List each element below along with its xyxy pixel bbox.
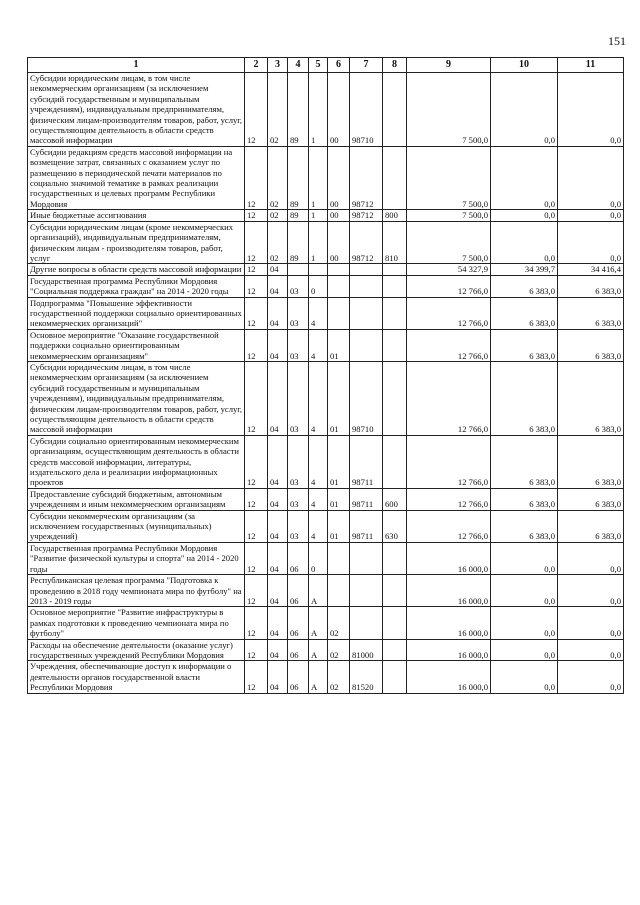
event-code: 02	[328, 639, 350, 661]
subprogram-code: 0	[309, 542, 328, 574]
section-code: 12	[245, 297, 268, 329]
subprogram-code: А	[309, 639, 328, 661]
expense-type-code	[383, 542, 407, 574]
program-code: 06	[288, 607, 309, 639]
expense-type-code	[383, 639, 407, 661]
program-code: 03	[288, 488, 309, 510]
expense-type-code	[383, 435, 407, 488]
table-row	[28, 73, 624, 147]
amount-2018: 16 000,0	[407, 575, 491, 607]
subsection-code: 04	[268, 435, 288, 488]
section-code: 12	[245, 510, 268, 542]
amount-2019: 6 383,0	[491, 510, 558, 542]
expense-type-code: 600	[383, 488, 407, 510]
direction-code	[350, 329, 383, 361]
column-header: 2	[245, 58, 268, 73]
expense-type-code: 810	[383, 221, 407, 264]
amount-2020: 6 383,0	[558, 329, 624, 361]
section-code: 12	[245, 73, 268, 147]
direction-code: 98712	[350, 221, 383, 264]
section-code: 12	[245, 488, 268, 510]
program-code: 89	[288, 210, 309, 221]
direction-code	[350, 575, 383, 607]
section-code: 12	[245, 542, 268, 574]
expense-type-code	[383, 264, 407, 275]
amount-2019: 0,0	[491, 542, 558, 574]
amount-2018: 7 500,0	[407, 73, 491, 147]
event-code	[328, 297, 350, 329]
expense-type-code	[383, 607, 407, 639]
section-code: 12	[245, 607, 268, 639]
section-code: 12	[245, 221, 268, 264]
subsection-code: 04	[268, 575, 288, 607]
direction-code	[350, 542, 383, 574]
event-code: 01	[328, 510, 350, 542]
event-code: 00	[328, 221, 350, 264]
program-code: 03	[288, 510, 309, 542]
subprogram-code: 1	[309, 221, 328, 264]
amount-2018: 12 766,0	[407, 297, 491, 329]
amount-2019: 0,0	[491, 607, 558, 639]
amount-2019: 6 383,0	[491, 275, 558, 297]
expense-type-code	[383, 329, 407, 361]
amount-2020: 0,0	[558, 146, 624, 209]
table-row	[28, 297, 624, 329]
subprogram-code: А	[309, 575, 328, 607]
amount-2018: 7 500,0	[407, 210, 491, 221]
event-code	[328, 542, 350, 574]
event-code	[328, 575, 350, 607]
amount-2020: 0,0	[558, 210, 624, 221]
amount-2020: 34 416,4	[558, 264, 624, 275]
table-row	[28, 361, 624, 435]
program-code	[288, 264, 309, 275]
section-code: 12	[245, 210, 268, 221]
subsection-code: 04	[268, 361, 288, 435]
amount-2020: 0,0	[558, 575, 624, 607]
subprogram-code: 4	[309, 435, 328, 488]
direction-code: 81000	[350, 639, 383, 661]
direction-code	[350, 607, 383, 639]
amount-2020: 6 383,0	[558, 488, 624, 510]
event-code: 02	[328, 661, 350, 693]
amount-2019: 6 383,0	[491, 435, 558, 488]
section-code: 12	[245, 575, 268, 607]
row-name: Предоставление субсидий бюджетным, автономным учреждениям и иным некоммерческим организациям	[28, 488, 245, 510]
amount-2018: 12 766,0	[407, 435, 491, 488]
direction-code	[350, 297, 383, 329]
expense-type-code	[383, 146, 407, 209]
column-header: 7	[350, 58, 383, 73]
program-code: 03	[288, 435, 309, 488]
subsection-code: 02	[268, 221, 288, 264]
subsection-code: 02	[268, 210, 288, 221]
amount-2020: 0,0	[558, 73, 624, 147]
program-code: 06	[288, 575, 309, 607]
row-name: Государственная программа Республики Мордовия "Развитие физической культуры и спорта" на 2014 - 2020 годы	[28, 542, 245, 574]
row-name: Учреждения, обеспечивающие доступ к информации о деятельности органов государственной власти Республики Мордовия	[28, 661, 245, 693]
program-code: 06	[288, 661, 309, 693]
subsection-code: 04	[268, 488, 288, 510]
amount-2020: 0,0	[558, 639, 624, 661]
subprogram-code: 1	[309, 73, 328, 147]
amount-2019: 34 399,7	[491, 264, 558, 275]
section-code: 12	[245, 146, 268, 209]
table-row	[28, 275, 624, 297]
amount-2018: 12 766,0	[407, 510, 491, 542]
budget-table	[27, 57, 624, 694]
column-header: 4	[288, 58, 309, 73]
amount-2019: 0,0	[491, 221, 558, 264]
amount-2018: 16 000,0	[407, 661, 491, 693]
amount-2020: 0,0	[558, 221, 624, 264]
event-code: 00	[328, 73, 350, 147]
table-row	[28, 329, 624, 361]
program-code: 03	[288, 275, 309, 297]
amount-2019: 6 383,0	[491, 329, 558, 361]
table-row	[28, 210, 624, 221]
event-code: 01	[328, 488, 350, 510]
column-header: 11	[558, 58, 624, 73]
amount-2019: 0,0	[491, 73, 558, 147]
subsection-code: 04	[268, 639, 288, 661]
amount-2019: 0,0	[491, 661, 558, 693]
expense-type-code	[383, 661, 407, 693]
event-code: 01	[328, 329, 350, 361]
subsection-code: 04	[268, 542, 288, 574]
amount-2019: 6 383,0	[491, 488, 558, 510]
event-code	[328, 264, 350, 275]
table-row	[28, 435, 624, 488]
program-code: 89	[288, 146, 309, 209]
section-code: 12	[245, 639, 268, 661]
section-code: 12	[245, 361, 268, 435]
amount-2019: 0,0	[491, 146, 558, 209]
subsection-code: 02	[268, 73, 288, 147]
direction-code: 98711	[350, 510, 383, 542]
table-row	[28, 661, 624, 693]
expense-type-code	[383, 361, 407, 435]
table-row	[28, 264, 624, 275]
row-name: Субсидии юридическим лицам, в том числе некоммерческим организациям (за исключением субсидий государственным и муниципальным учреждениям), индивидуальным предпринимателям, физическим лицам-производителям товаров, работ, услуг, осуществляющим деятельность в области средств массовой информации	[28, 73, 245, 147]
subprogram-code: А	[309, 661, 328, 693]
amount-2020: 0,0	[558, 607, 624, 639]
expense-type-code: 630	[383, 510, 407, 542]
table-row	[28, 575, 624, 607]
amount-2020: 6 383,0	[558, 510, 624, 542]
row-name: Республиканская целевая программа "Подготовка к проведению в 2018 году чемпионата мира по футболу" на 2013 - 2019 годы	[28, 575, 245, 607]
column-header: 1	[28, 58, 245, 73]
column-header: 10	[491, 58, 558, 73]
direction-code: 98710	[350, 73, 383, 147]
column-header: 9	[407, 58, 491, 73]
column-header: 6	[328, 58, 350, 73]
event-code: 01	[328, 435, 350, 488]
program-code: 06	[288, 542, 309, 574]
table-row	[28, 488, 624, 510]
event-code: 00	[328, 146, 350, 209]
page-number: 151	[608, 34, 626, 48]
direction-code: 98712	[350, 210, 383, 221]
table-row	[28, 146, 624, 209]
direction-code: 81520	[350, 661, 383, 693]
expense-type-code	[383, 575, 407, 607]
expense-type-code	[383, 275, 407, 297]
subprogram-code: 4	[309, 329, 328, 361]
subsection-code: 04	[268, 607, 288, 639]
table-row	[28, 542, 624, 574]
subprogram-code: А	[309, 607, 328, 639]
column-header: 3	[268, 58, 288, 73]
direction-code	[350, 264, 383, 275]
table-row	[28, 639, 624, 661]
event-code: 02	[328, 607, 350, 639]
table-row	[28, 607, 624, 639]
amount-2019: 0,0	[491, 639, 558, 661]
amount-2019: 6 383,0	[491, 361, 558, 435]
event-code: 01	[328, 361, 350, 435]
row-name: Основное мероприятие "Оказание государственной поддержки социально ориентированным некоммерческим организациям"	[28, 329, 245, 361]
subsection-code: 04	[268, 264, 288, 275]
subsection-code: 02	[268, 146, 288, 209]
expense-type-code: 800	[383, 210, 407, 221]
row-name: Субсидии юридическим лицам, в том числе некоммерческим организациям (за исключением субсидий государственным и муниципальным учреждениям), индивидуальным предпринимателям, физическим лицам-производителям товаров, работ, услуг, осуществляющим деятельность в области средств массовой информации	[28, 361, 245, 435]
amount-2020: 6 383,0	[558, 297, 624, 329]
column-header: 5	[309, 58, 328, 73]
subsection-code: 04	[268, 510, 288, 542]
event-code: 00	[328, 210, 350, 221]
program-code: 03	[288, 361, 309, 435]
subprogram-code	[309, 264, 328, 275]
event-code	[328, 275, 350, 297]
expense-type-code	[383, 73, 407, 147]
row-name: Государственная программа Республики Мордовия "Социальная поддержка граждан" на 2014 - 2020 годы	[28, 275, 245, 297]
row-name: Субсидии юридическим лицам (кроме некоммерческих организаций), индивидуальным предпринимателям, физическим лицам - производителям товаров, работ, услуг	[28, 221, 245, 264]
amount-2018: 16 000,0	[407, 639, 491, 661]
amount-2020: 6 383,0	[558, 361, 624, 435]
row-name: Иные бюджетные ассигнования	[28, 210, 245, 221]
row-name: Субсидии редакциям средств массовой информации на возмещение затрат, связанных с оказанием услуг по размещению в периодической печати материалов по социально значимой тематике в рамках реализации государственных и целевых программ Республики Мордовия	[28, 146, 245, 209]
amount-2019: 0,0	[491, 210, 558, 221]
row-name: Подпрограмма "Повышение эффективности государственной поддержки социально ориентированных некоммерческих организаций"	[28, 297, 245, 329]
amount-2018: 12 766,0	[407, 361, 491, 435]
program-code: 03	[288, 297, 309, 329]
subprogram-code: 4	[309, 361, 328, 435]
subsection-code: 04	[268, 329, 288, 361]
amount-2020: 0,0	[558, 661, 624, 693]
row-name: Расходы на обеспечение деятельности (оказание услуг) государственных учреждений Республики Мордовия	[28, 639, 245, 661]
subsection-code: 04	[268, 661, 288, 693]
section-code: 12	[245, 435, 268, 488]
amount-2018: 12 766,0	[407, 329, 491, 361]
subprogram-code: 1	[309, 146, 328, 209]
amount-2020: 6 383,0	[558, 435, 624, 488]
direction-code: 98712	[350, 146, 383, 209]
row-name: Субсидии социально ориентированным некоммерческим организациям, осуществляющим деятельность в области средств массовой информации, литературы, издательского дела и реализации информационных проектов	[28, 435, 245, 488]
subprogram-code: 1	[309, 210, 328, 221]
amount-2019: 6 383,0	[491, 297, 558, 329]
row-name: Субсидии некоммерческим организациям (за исключением государственных (муниципальных) учреждений)	[28, 510, 245, 542]
amount-2018: 12 766,0	[407, 275, 491, 297]
amount-2018: 54 327,9	[407, 264, 491, 275]
row-name: Основное мероприятие "Развитие инфраструктуры в рамках подготовки к проведению чемпионата мира по футболу"	[28, 607, 245, 639]
column-header: 8	[383, 58, 407, 73]
direction-code: 98711	[350, 435, 383, 488]
amount-2020: 6 383,0	[558, 275, 624, 297]
amount-2019: 0,0	[491, 575, 558, 607]
section-code: 12	[245, 275, 268, 297]
direction-code: 98710	[350, 361, 383, 435]
program-code: 03	[288, 329, 309, 361]
header-row	[28, 58, 624, 73]
subprogram-code: 4	[309, 297, 328, 329]
subsection-code: 04	[268, 275, 288, 297]
direction-code	[350, 275, 383, 297]
row-name: Другие вопросы в области средств массовой информации	[28, 264, 245, 275]
amount-2018: 16 000,0	[407, 542, 491, 574]
amount-2018: 16 000,0	[407, 607, 491, 639]
subprogram-code: 0	[309, 275, 328, 297]
subprogram-code: 4	[309, 488, 328, 510]
subprogram-code: 4	[309, 510, 328, 542]
program-code: 06	[288, 639, 309, 661]
amount-2018: 12 766,0	[407, 488, 491, 510]
amount-2018: 7 500,0	[407, 221, 491, 264]
subsection-code: 04	[268, 297, 288, 329]
direction-code: 98711	[350, 488, 383, 510]
amount-2020: 0,0	[558, 542, 624, 574]
section-code: 12	[245, 661, 268, 693]
section-code: 12	[245, 264, 268, 275]
amount-2018: 7 500,0	[407, 146, 491, 209]
expense-type-code	[383, 297, 407, 329]
program-code: 89	[288, 73, 309, 147]
section-code: 12	[245, 329, 268, 361]
table-row	[28, 221, 624, 264]
program-code: 89	[288, 221, 309, 264]
table-row	[28, 510, 624, 542]
